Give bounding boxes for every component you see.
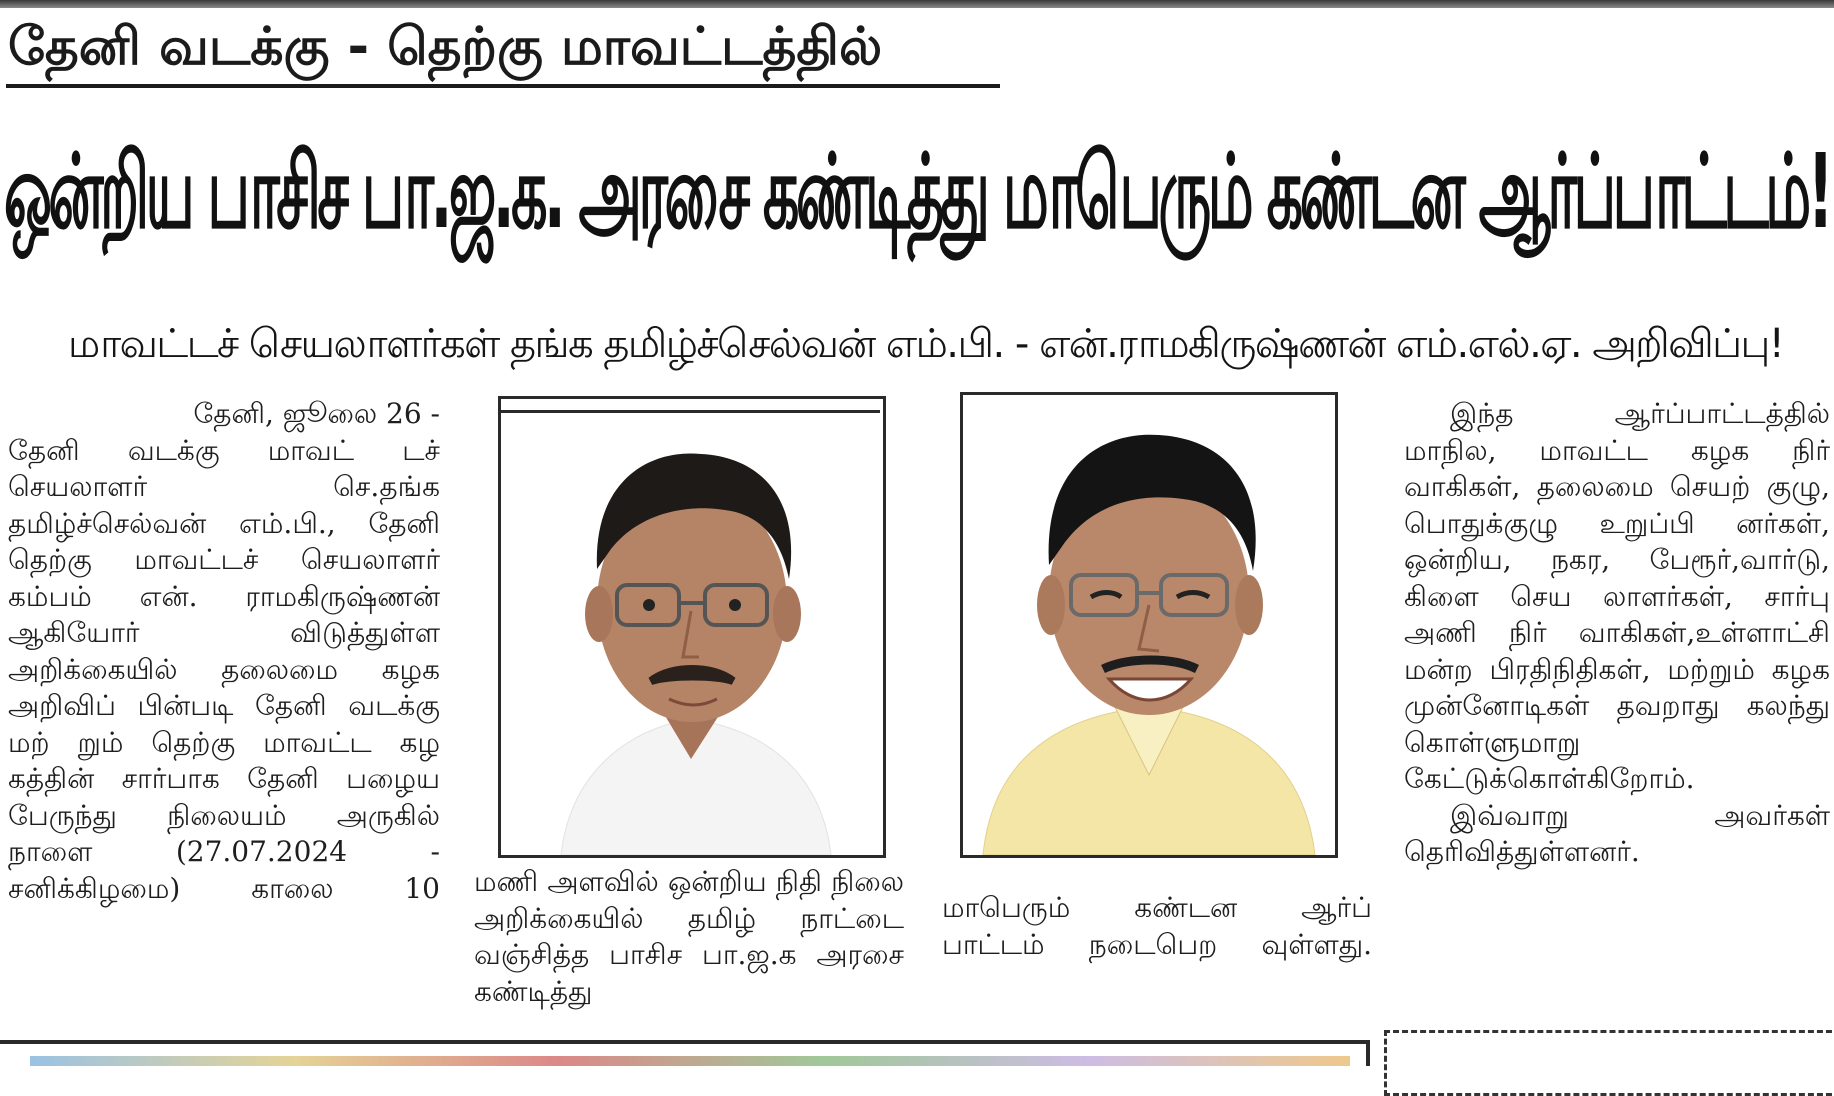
portrait-photo-1	[498, 396, 886, 858]
kicker-underline	[6, 84, 1000, 88]
column-3-text: மாபெரும் கண்டன ஆர்ப் பாட்டம் நடைபெற வுள்ளது.	[942, 891, 1372, 961]
photo-1-top-rule	[498, 396, 880, 413]
kicker-heading: தேனி வடக்கு - தெற்கு மாவட்டத்தில்	[8, 17, 883, 77]
dashed-ad-box	[1384, 1030, 1834, 1096]
article-column-3	[942, 890, 1372, 963]
article-column-2	[474, 864, 904, 1010]
top-border	[0, 0, 1834, 8]
bottom-box-rule	[0, 1040, 1366, 1044]
next-article-image-strip	[30, 1056, 1350, 1066]
portrait-photo-icon	[501, 399, 883, 855]
column-1-text: தேனி வடக்கு மாவட் டச் செயலாளர் செ.தங்க தமிழ்ச்செல்வன் எம்.பி., தேனி தெற்கு மாவட்டச் செயலாளர் கம்பம் என். ராமகிருஷ்ணன் ஆகியோர் விடுத்துள்ள அறிக்கையில் தலைமை கழக அறிவிப் பின்படி தேனி வடக்கு மற் றும் தெற்கு மாவட்ட கழ கத்தின் சார்பாக தேனி பழைய பேருந்து நிலையம் அருகில் நாளை (27.07.2024 - சனிக்கிழமை) காலை 10	[8, 433, 440, 905]
column-2-text: மணி அளவில் ஒன்றிய நிதி நிலை அறிக்கையில் தமிழ் நாட்டை வஞ்சித்த பாசிச பா.ஜ.க அரசை கண்டித்து	[474, 865, 904, 1008]
article-column-1	[8, 396, 440, 907]
portrait-photo-icon	[963, 395, 1335, 855]
main-headline: ஒன்றிய பாசிச பா.ஜ.க. அரசை கண்டித்து மாபெரும் கண்டன ஆர்ப்பாட்டம்!	[4, 133, 1831, 252]
sub-headline: மாவட்டச் செயலாளர்கள் தங்க தமிழ்ச்செல்வன் எம்.பி. - என்.ராமகிருஷ்ணன் எம்.எல்.ஏ. அறிவிப்பு!	[68, 321, 1784, 367]
article-column-4	[1404, 396, 1830, 871]
column-4-paragraph-2: இவ்வாறு அவர்கள் தெரிவித்துள்ளனர்.	[1404, 798, 1830, 868]
portrait-photo-2	[960, 392, 1338, 858]
bottom-box-edge	[1366, 1040, 1370, 1066]
dateline: தேனி, ஜூலை 26 -	[193, 397, 440, 430]
column-4-paragraph-1: இந்த ஆர்ப்பாட்டத்தில் மாநில, மாவட்ட கழக நிர் வாகிகள், தலைமை செயற் குழு, பொதுக்குழு உறுப்பி னர்கள், ஒன்றிய, நகர, பேரூர்,வார்டு, கிளை செய லாளர்கள், சார்பு அணி நிர் வாகிகள்,உள்ளாட்சி மன்ற பிரதிநிதிகள், மற்றும் கழக முன்னோடிகள் தவறாது கலந்து கொள்ளுமாறு கேட்டுக்கொள்கிறோம்.	[1404, 397, 1830, 795]
